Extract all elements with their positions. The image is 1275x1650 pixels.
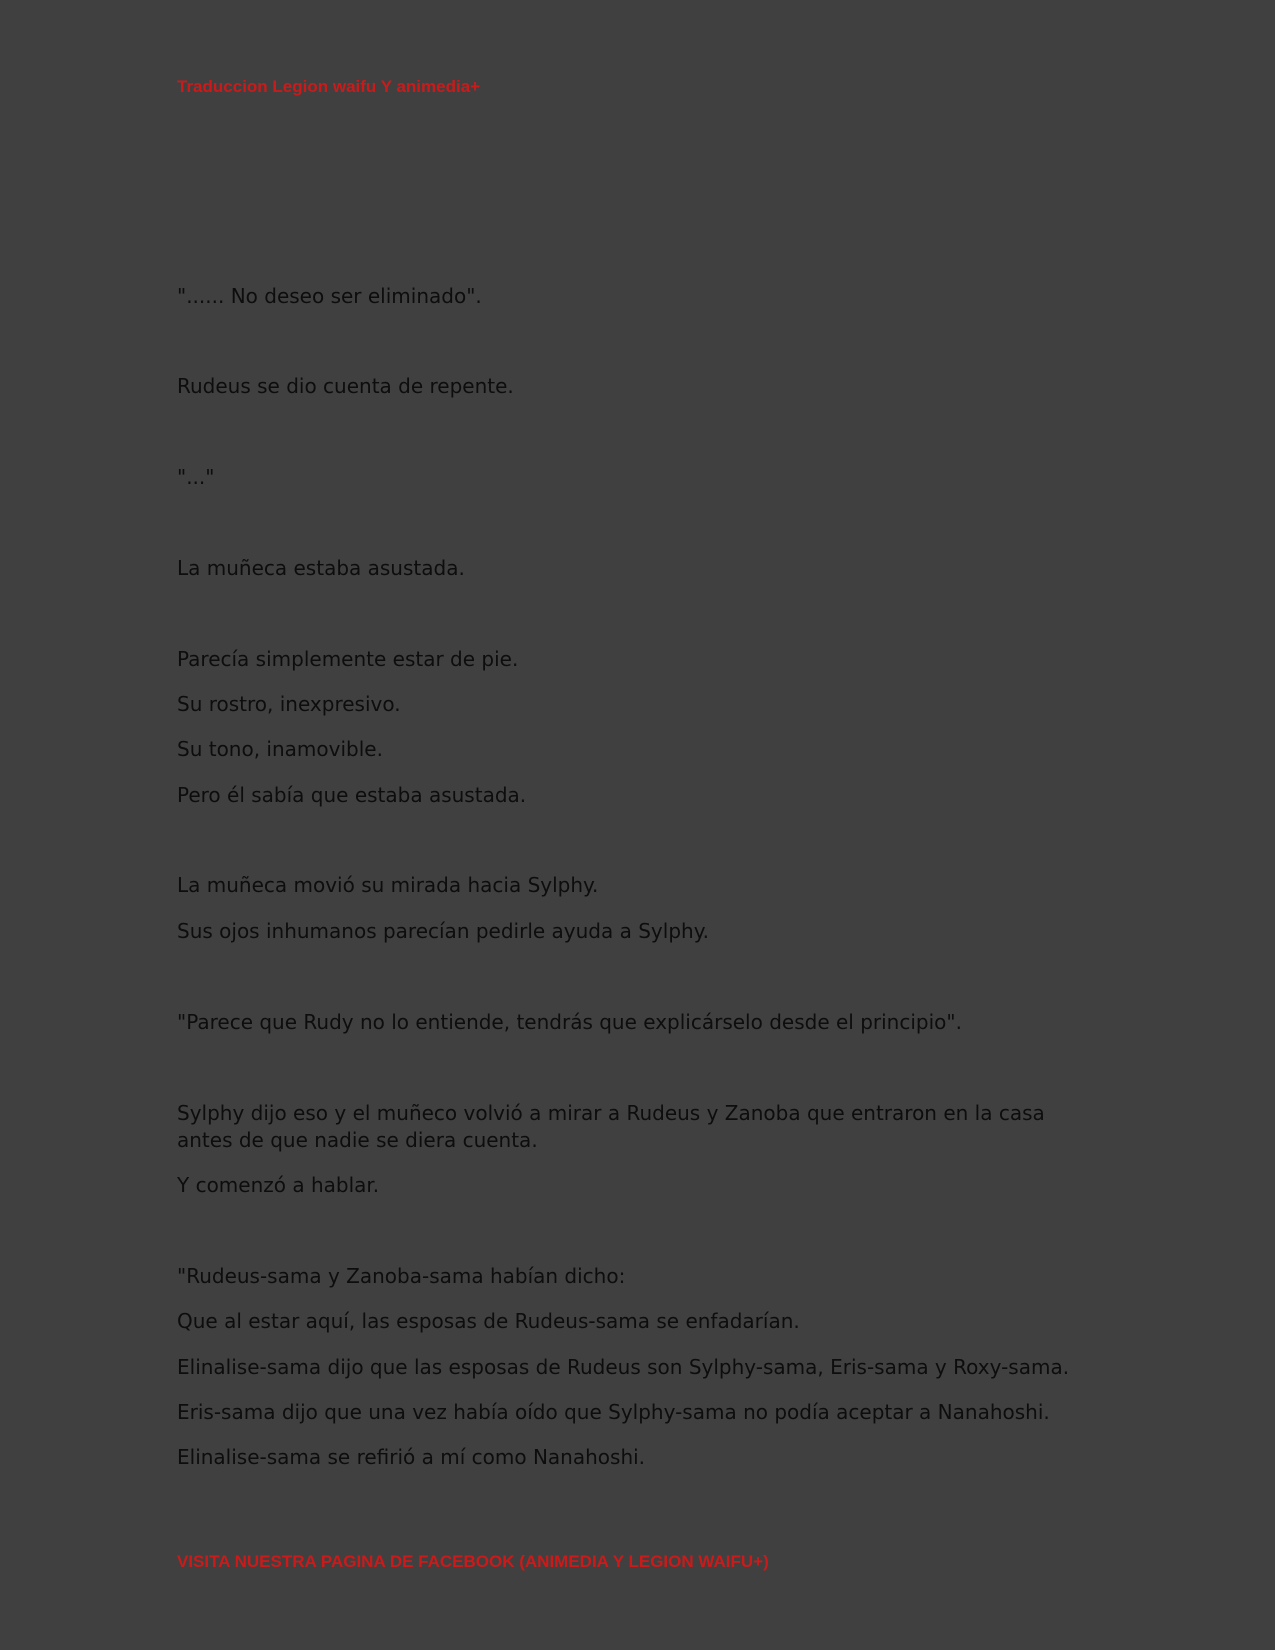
paragraph: Y comenzó a hablar. xyxy=(177,1173,380,1197)
paragraph: Elinalise-sama se refirió a mí como Nanahoshi. xyxy=(177,1445,646,1469)
paragraph: "...... No deseo ser eliminado". xyxy=(177,284,482,308)
paragraph: "..." xyxy=(177,465,215,489)
paragraph: "Rudeus-sama y Zanoba-sama habían dicho: xyxy=(177,1264,626,1288)
paragraph: Su tono, inamovible. xyxy=(177,737,383,761)
facebook-promo: VISITA NUESTRA PAGINA DE FACEBOOK (ANIMEDIA Y LEGION WAIFU+) xyxy=(177,1552,769,1571)
paragraph: Su rostro, inexpresivo. xyxy=(177,692,401,716)
paragraph: Eris-sama dijo que una vez había oído que Sylphy-sama no podía aceptar a Nanahoshi. xyxy=(177,1400,1050,1424)
paragraph: "Parece que Rudy no lo entiende, tendrás que explicárselo desde el principio". xyxy=(177,1010,962,1034)
paragraph: Pero él sabía que estaba asustada. xyxy=(177,783,527,807)
paragraph: Sus ojos inhumanos parecían pedirle ayuda a Sylphy. xyxy=(177,919,710,943)
paragraph: Sylphy dijo eso y el muñeco volvió a mirar a Rudeus y Zanoba que entraron en la casa antes de que nadie se diera cuenta. xyxy=(177,1101,1052,1152)
paragraph: Elinalise-sama dijo que las esposas de Rudeus son Sylphy-sama, Eris-sama y Roxy-sama. xyxy=(177,1355,1070,1379)
translator-credit: Traduccion Legion waifu Y animedia+ xyxy=(177,77,481,96)
paragraph: La muñeca movió su mirada hacia Sylphy. xyxy=(177,873,599,897)
paragraph: Rudeus se dio cuenta de repente. xyxy=(177,374,514,398)
paragraph: La muñeca estaba asustada. xyxy=(177,556,465,580)
paragraph: Que al estar aquí, las esposas de Rudeus-sama se enfadarían. xyxy=(177,1309,800,1333)
paragraph: Parecía simplemente estar de pie. xyxy=(177,647,519,671)
